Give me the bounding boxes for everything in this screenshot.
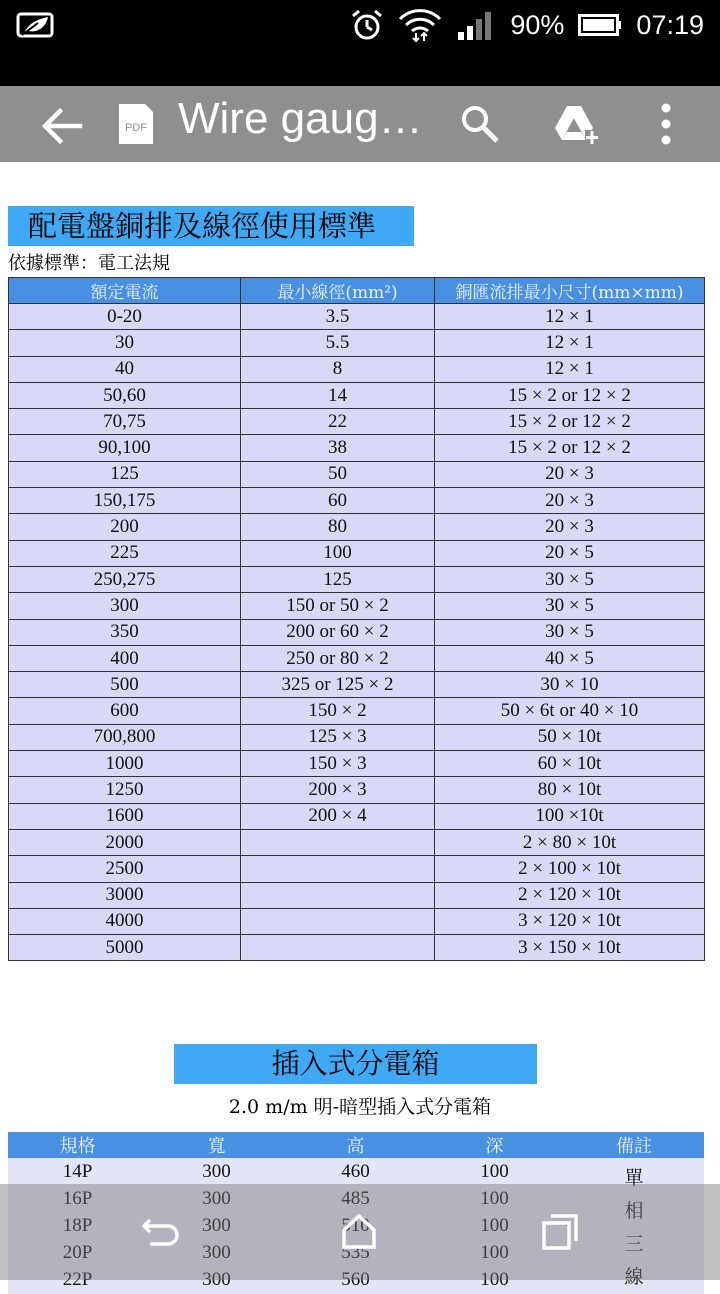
table-cell: 40 × 5: [435, 645, 705, 671]
back-arrow-icon[interactable]: [40, 106, 86, 146]
table-cell: 3000: [9, 882, 241, 908]
table-cell: 5000: [9, 935, 241, 961]
table-cell: 2 × 100 × 10t: [435, 856, 705, 882]
table-row: [9, 330, 705, 356]
table-cell: 70,75: [9, 409, 241, 435]
table-header: 最小線徑(mm²): [241, 278, 435, 304]
table-cell: 80 × 10t: [435, 777, 705, 803]
table-cell: 90,100: [9, 435, 241, 461]
nav-home-icon[interactable]: [340, 1212, 378, 1250]
more-vert-icon[interactable]: [656, 102, 676, 146]
table-row: [9, 777, 705, 803]
section-title: 插入式分電箱: [174, 1044, 537, 1084]
table-row: [9, 856, 705, 882]
busbar-table: [8, 277, 705, 961]
table-cell: 22P: [8, 1267, 147, 1294]
signal-icon: [456, 10, 496, 40]
table-cell: 485: [286, 1185, 425, 1212]
table-row: [9, 672, 705, 698]
table-cell: 3 × 150 × 10t: [435, 935, 705, 961]
pdf-label: PDF: [125, 122, 147, 134]
table-cell: 60: [241, 488, 435, 514]
table-cell: 20 × 3: [435, 488, 705, 514]
table-cell: 30 × 5: [435, 566, 705, 592]
table-cell: 2500: [9, 856, 241, 882]
table-cell: 30 × 5: [435, 593, 705, 619]
nav-back-icon[interactable]: [142, 1214, 180, 1250]
table-cell: 200 × 3: [241, 777, 435, 803]
table-cell: 8: [241, 356, 435, 382]
search-icon[interactable]: [460, 104, 500, 144]
table-cell: 510: [286, 1212, 425, 1239]
table-row: [9, 382, 705, 408]
table-cell: 100: [425, 1240, 564, 1267]
clock: 07:19: [636, 9, 704, 40]
table-cell: 400: [9, 645, 241, 671]
table-cell: 1600: [9, 803, 241, 829]
table-cell: 20 × 3: [435, 461, 705, 487]
nav-recent-apps-icon[interactable]: [542, 1214, 578, 1250]
table-cell: 150 × 2: [241, 698, 435, 724]
table-cell: 30 × 10: [435, 672, 705, 698]
table-cell: 250,275: [9, 566, 241, 592]
table-cell: 40: [9, 356, 241, 382]
page-subtitle: 依據標準：電工法規: [8, 253, 170, 274]
table-cell: 30: [9, 330, 241, 356]
table-cell: 460: [286, 1158, 425, 1185]
table-row: [9, 435, 705, 461]
table-header: 高: [286, 1132, 425, 1158]
table-cell: [241, 856, 435, 882]
table-cell: 250 or 80 × 2: [241, 645, 435, 671]
table-cell: 560: [286, 1267, 425, 1294]
table-row: [9, 461, 705, 487]
table-cell: [241, 829, 435, 855]
table-row: [9, 803, 705, 829]
table-cell: 300: [147, 1240, 286, 1267]
table-cell: 3 × 120 × 10t: [435, 908, 705, 934]
table-cell: 535: [286, 1240, 425, 1267]
table-cell: 20 × 5: [435, 540, 705, 566]
status-left: [16, 11, 56, 39]
table-row: [9, 645, 705, 671]
table-cell: 500: [9, 672, 241, 698]
table-header: 額定電流: [9, 278, 241, 304]
table-cell: 100: [241, 540, 435, 566]
table-cell: 30 × 5: [435, 619, 705, 645]
table-row: [9, 540, 705, 566]
table-row: [9, 593, 705, 619]
table-cell: 80: [241, 514, 435, 540]
table-cell: 100: [425, 1158, 564, 1185]
table-cell: [241, 908, 435, 934]
table-row: [9, 908, 705, 934]
leaf-notification-icon: [16, 11, 56, 39]
table-cell: 300: [9, 593, 241, 619]
table-row: [9, 882, 705, 908]
table-cell: 12 × 1: [435, 330, 705, 356]
table-cell: 38: [241, 435, 435, 461]
status-right: [350, 7, 704, 43]
table-cell: 300: [147, 1185, 286, 1212]
table-cell: 350: [9, 619, 241, 645]
table-cell: 3.5: [241, 304, 435, 330]
table-note-cell: 單 相 三 線: [564, 1158, 704, 1294]
table-cell: 700,800: [9, 724, 241, 750]
table-cell: 15 × 2 or 12 × 2: [435, 435, 705, 461]
table-cell: 22: [241, 409, 435, 435]
table-cell: 12 × 1: [435, 304, 705, 330]
table-row: [9, 304, 705, 330]
table-cell: 325 or 125 × 2: [241, 672, 435, 698]
navigation-bar: [0, 1184, 720, 1280]
table-cell: 225: [9, 540, 241, 566]
table-cell: 50 × 10t: [435, 724, 705, 750]
table-row: [9, 751, 705, 777]
table-header-row: [9, 278, 705, 304]
table-cell: 600: [9, 698, 241, 724]
table-cell: 300: [147, 1212, 286, 1239]
table-row: [8, 1158, 704, 1185]
table-cell: 125: [9, 461, 241, 487]
table-header: 備註: [564, 1132, 704, 1158]
table-cell: 100: [425, 1267, 564, 1294]
page-title: 配電盤銅排及線徑使用標準: [8, 206, 414, 246]
table-cell: 50,60: [9, 382, 241, 408]
table-cell: 2 × 120 × 10t: [435, 882, 705, 908]
table-cell: 150 × 3: [241, 751, 435, 777]
table-row: [9, 619, 705, 645]
status-bar: [0, 0, 720, 50]
wifi-icon: [398, 7, 442, 43]
table-row: [9, 698, 705, 724]
table-cell: 18P: [8, 1212, 147, 1239]
table-row: [9, 488, 705, 514]
table-cell: 0-20: [9, 304, 241, 330]
alarm-icon: [350, 8, 384, 42]
table-cell: 12 × 1: [435, 356, 705, 382]
table-cell: 14P: [8, 1158, 147, 1185]
table-row: [9, 566, 705, 592]
table-cell: [241, 935, 435, 961]
table-header: 寬: [147, 1132, 286, 1158]
document-title: Wire gaug…: [178, 94, 423, 143]
table-cell: 2000: [9, 829, 241, 855]
app-toolbar: [0, 86, 720, 162]
table-cell: 15 × 2 or 12 × 2: [435, 409, 705, 435]
table-cell: 200 × 4: [241, 803, 435, 829]
table-row: [9, 356, 705, 382]
drive-add-icon[interactable]: [553, 102, 599, 146]
status-bar-extension: [0, 50, 720, 86]
pdf-file-icon: [117, 102, 155, 146]
table-cell: 125: [241, 566, 435, 592]
section-subtitle: 2.0 m/m 明-暗型插入式分電箱: [228, 1096, 492, 1118]
table-cell: 20P: [8, 1240, 147, 1267]
table-cell: 20 × 3: [435, 514, 705, 540]
table-cell: 100 ×10t: [435, 803, 705, 829]
table-row: [9, 829, 705, 855]
table-cell: 100: [425, 1185, 564, 1212]
table-cell: 300: [147, 1267, 286, 1294]
table-cell: 4000: [9, 908, 241, 934]
table-cell: 16P: [8, 1185, 147, 1212]
table-cell: 60 × 10t: [435, 751, 705, 777]
table-cell: 200: [9, 514, 241, 540]
table-row: [9, 514, 705, 540]
table-header: 銅匯流排最小尺寸(mm×mm): [435, 278, 705, 304]
table-cell: 125 × 3: [241, 724, 435, 750]
battery-icon: [578, 13, 622, 37]
table-cell: 150,175: [9, 488, 241, 514]
table-row: [9, 409, 705, 435]
table-header: 深: [425, 1132, 564, 1158]
table-cell: 14: [241, 382, 435, 408]
table-row: [9, 724, 705, 750]
table-cell: 300: [147, 1158, 286, 1185]
table-cell: 5.5: [241, 330, 435, 356]
table-cell: 1000: [9, 751, 241, 777]
table-cell: 50: [241, 461, 435, 487]
table-cell: 100: [425, 1212, 564, 1239]
table-header-row: [8, 1132, 704, 1158]
table-cell: 2 × 80 × 10t: [435, 829, 705, 855]
table-cell: [241, 882, 435, 908]
table-header: 規格: [8, 1132, 147, 1158]
pdf-page[interactable]: [0, 162, 720, 1291]
table-cell: 1250: [9, 777, 241, 803]
table-cell: 50 × 6t or 40 × 10: [435, 698, 705, 724]
table-cell: 150 or 50 × 2: [241, 593, 435, 619]
table-row: [9, 935, 705, 961]
battery-percent: 90%: [510, 9, 565, 40]
table-cell: 200 or 60 × 2: [241, 619, 435, 645]
table-cell: 15 × 2 or 12 × 2: [435, 382, 705, 408]
